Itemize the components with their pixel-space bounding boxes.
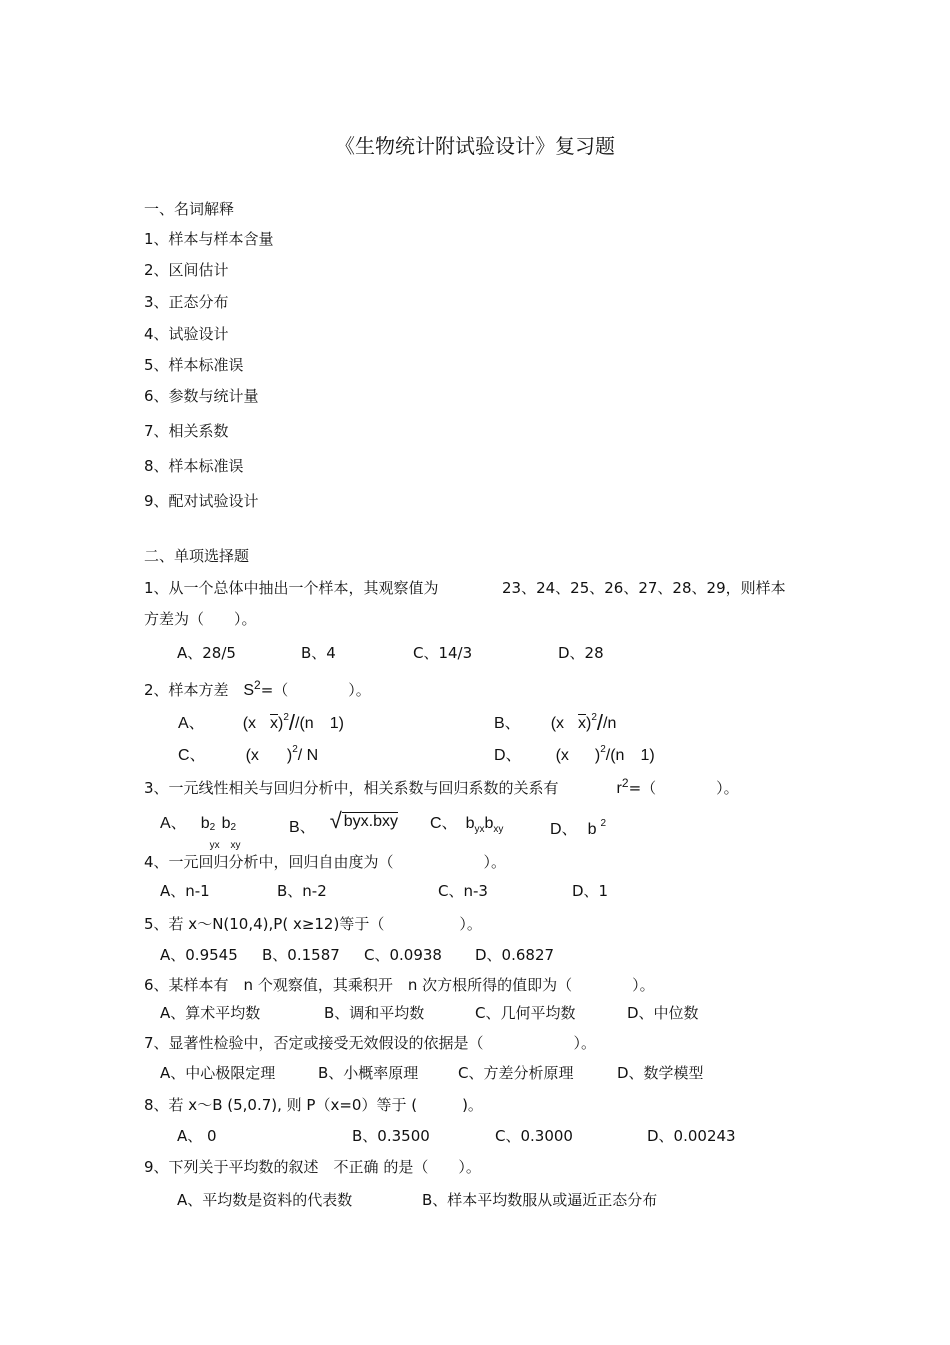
question-1-option-c: C、14/3 bbox=[413, 644, 473, 662]
question-3-option-a: A、 b 2 yx b 2 xy bbox=[160, 815, 241, 851]
question-7-option-c: C、方差分析原理 bbox=[458, 1064, 574, 1082]
question-8-option-d: D、0.00243 bbox=[647, 1127, 736, 1145]
question-1-option-d: D、28 bbox=[558, 644, 604, 662]
question-1-option-a: A、28/5 bbox=[177, 644, 236, 662]
question-1-stem-a: 1、从一个总体中抽出一个样本，其观察值为 bbox=[144, 579, 439, 597]
question-3-stem-text: 3、一元线性相关与回归分析中，相关系数与回归系数的关系有 bbox=[144, 779, 559, 797]
question-7-option-b: B、小概率原理 bbox=[318, 1064, 419, 1082]
question-9-option-b: B、样本平均数服从或逼近正态分布 bbox=[422, 1191, 658, 1209]
question-6-option-d: D、中位数 bbox=[627, 1004, 699, 1022]
page-title: 《生物统计附试验设计》复习题 bbox=[335, 134, 615, 158]
list-item: 4、试验设计 bbox=[144, 325, 229, 343]
question-8-option-a: A、 0 bbox=[177, 1127, 217, 1145]
question-9-stem: 9、下列关于平均数的叙述 不正确 的是（ ）。 bbox=[144, 1158, 481, 1176]
question-3-option-b: B、 √ byx.bxy bbox=[289, 808, 399, 836]
question-6-option-c: C、几何平均数 bbox=[475, 1004, 576, 1022]
question-4-option-d: D、1 bbox=[572, 882, 609, 900]
question-1-stem-b: 23、24、25、26、27、28、29，则样本 bbox=[502, 579, 786, 597]
question-6-stem: 6、某样本有 n 个观察值，其乘积开 n 次方根所得的值即为（ ）。 bbox=[144, 976, 655, 994]
question-3-stem-tail: =（ ）。 bbox=[628, 779, 739, 797]
question-6-option-a: A、算术平均数 bbox=[160, 1004, 261, 1022]
question-2-stem-tail: =（ ）。 bbox=[260, 681, 371, 699]
question-9-option-a: A、平均数是资料的代表数 bbox=[177, 1191, 353, 1209]
list-item: 8、样本标准误 bbox=[144, 457, 244, 475]
question-3-option-d: D、 b $^2$ bbox=[550, 818, 607, 838]
variance-symbol: $S^2$ bbox=[243, 678, 261, 699]
question-7-option-d: D、数学模型 bbox=[617, 1064, 704, 1082]
question-1-stem-c: 方差为（ ）。 bbox=[144, 610, 257, 628]
question-5-option-b: B、0.1587 bbox=[262, 946, 340, 964]
question-2-stem-text: 2、样本方差 bbox=[144, 681, 229, 699]
question-5-option-d: D、0.6827 bbox=[475, 946, 555, 964]
list-item: 6、参数与统计量 bbox=[144, 387, 259, 405]
r-squared-symbol: $r^2$ bbox=[616, 776, 629, 797]
question-8-option-c: C、0.3000 bbox=[495, 1127, 573, 1145]
question-3-option-c: C、 $b_{yx}b_{xy}$ bbox=[430, 815, 504, 835]
list-item: 9、配对试验设计 bbox=[144, 492, 259, 510]
question-4-stem: 4、一元回归分析中，回归自由度为（ ）。 bbox=[144, 853, 507, 871]
question-8-option-b: B、0.3500 bbox=[352, 1127, 430, 1145]
question-5-stem: 5、若 x～N(10,4),P( x≥12)等于（ ）。 bbox=[144, 915, 482, 933]
list-item: 3、正态分布 bbox=[144, 293, 229, 311]
question-4-option-c: C、n-3 bbox=[438, 882, 488, 900]
question-8-stem: 8、若 x～B (5,0.7), 则 P（x=0）等于 ( )。 bbox=[144, 1096, 483, 1114]
question-3-stem bbox=[144, 774, 739, 798]
question-1-option-b: B、4 bbox=[301, 644, 336, 662]
question-4-option-a: A、n-1 bbox=[160, 882, 210, 900]
list-item: 1、样本与样本含量 bbox=[144, 230, 274, 248]
list-item: 5、样本标准误 bbox=[144, 356, 244, 374]
question-5-option-c: C、0.0938 bbox=[364, 946, 442, 964]
section-heading-choice: 二、单项选择题 bbox=[144, 547, 250, 565]
question-7-option-a: A、中心极限定理 bbox=[160, 1064, 276, 1082]
question-2-option-c: C、 (x )$^2$/ N bbox=[178, 744, 319, 764]
question-4-option-b: B、n-2 bbox=[277, 882, 327, 900]
question-7-stem: 7、显著性检验中，否定或接受无效假设的依据是（ ）。 bbox=[144, 1034, 597, 1052]
question-2-option-a: A、 (x $\overline{x})^2//(n$ 1) bbox=[178, 710, 344, 735]
list-item: 7、相关系数 bbox=[144, 422, 229, 440]
section-heading-terms-text: 一、名词解释 bbox=[144, 200, 235, 218]
question-2-option-b: B、 (x $\overline{x})^2//n$ bbox=[494, 710, 617, 735]
question-5-option-a: A、0.9545 bbox=[160, 946, 238, 964]
question-2-option-d: D、 (x )$^2$/(n 1) bbox=[494, 744, 655, 764]
question-2-stem bbox=[144, 676, 371, 700]
question-6-option-b: B、调和平均数 bbox=[324, 1004, 425, 1022]
list-item: 2、区间估计 bbox=[144, 261, 229, 279]
